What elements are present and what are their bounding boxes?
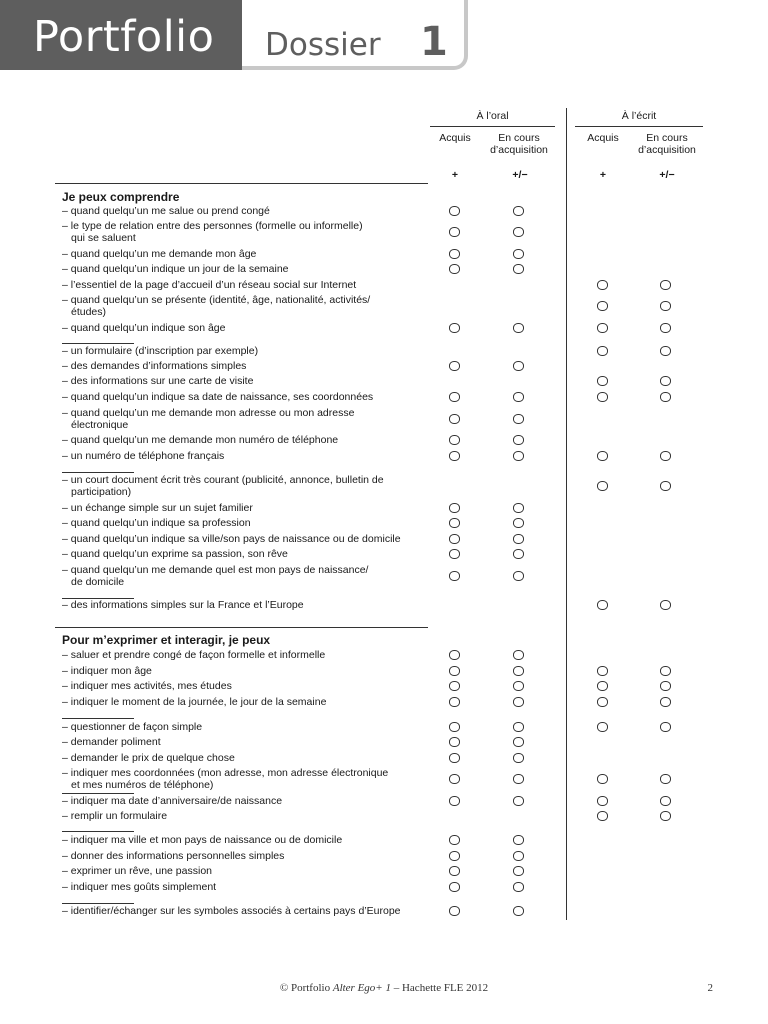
item-text: – indiquer mes goûts simplement <box>62 881 217 893</box>
item-text: – un court document écrit très courant (publicité, annonce, bulletin de <box>62 474 384 486</box>
item-text: – un formulaire (d’inscription par exemple) <box>62 345 259 357</box>
oral-acquis-checkbox[interactable] <box>449 882 460 892</box>
ecrit-en-cours-checkbox[interactable] <box>660 722 671 732</box>
footer-suffix: – Hachette FLE 2012 <box>390 982 489 994</box>
ecrit-en-cours-checkbox[interactable] <box>660 811 671 821</box>
header-ecrit-acquis: Acquis <box>587 132 619 144</box>
ecrit-en-cours-checkbox[interactable] <box>660 451 671 461</box>
checklist-item <box>62 375 432 387</box>
oral-en-cours-checkbox[interactable] <box>513 518 524 528</box>
oral-en-cours-checkbox[interactable] <box>513 866 524 876</box>
oral-acquis-checkbox[interactable] <box>449 435 460 445</box>
oral-acquis-checkbox[interactable] <box>449 323 460 333</box>
ecrit-acquis-checkbox[interactable] <box>597 301 608 311</box>
checklist-item <box>62 345 432 357</box>
checklist-item <box>62 599 432 611</box>
column-divider <box>566 108 567 920</box>
oral-en-cours-checkbox[interactable] <box>513 571 524 581</box>
item-text: – quand quelqu’un exprime sa passion, son rêve <box>62 548 288 560</box>
header-ecrit-line <box>575 126 703 127</box>
oral-en-cours-checkbox[interactable] <box>513 650 524 660</box>
ecrit-en-cours-checkbox[interactable] <box>660 681 671 691</box>
item-text: – quand quelqu’un se présente (identité, âge, nationalité, activités/ <box>62 294 371 306</box>
footer-prefix: © Portfolio <box>279 982 333 994</box>
checklist-item <box>62 564 432 588</box>
oral-acquis-checkbox[interactable] <box>449 414 460 424</box>
item-text-continued: électronique <box>71 419 129 431</box>
checklist-item <box>62 865 432 877</box>
item-text: – questionner de façon simple <box>62 721 203 733</box>
checklist-item <box>62 795 432 807</box>
oral-acquis-checkbox[interactable] <box>449 753 460 763</box>
item-text: – des demandes d’informations simples <box>62 360 247 372</box>
ecrit-en-cours-checkbox[interactable] <box>660 796 671 806</box>
header-oral-en-cours: En cours d’acquisition <box>490 132 548 156</box>
ecrit-en-cours-checkbox[interactable] <box>660 481 671 491</box>
checklist-item <box>62 279 432 291</box>
section-title: Pour m’exprimer et interagir, je peux <box>62 633 271 647</box>
item-text: – des informations simples sur la France et l’Europe <box>62 599 304 611</box>
oral-acquis-checkbox[interactable] <box>449 737 460 747</box>
checklist-item <box>62 767 432 791</box>
item-text: – exprimer un rêve, une passion <box>62 865 212 877</box>
oral-acquis-checkbox[interactable] <box>449 906 460 916</box>
ecrit-acquis-checkbox[interactable] <box>597 346 608 356</box>
group-separator <box>62 793 134 794</box>
item-text: – quand quelqu’un me demande quel est mon pays de naissance/ <box>62 564 369 576</box>
item-text-continued: participation) <box>71 486 132 498</box>
oral-acquis-checkbox[interactable] <box>449 697 460 707</box>
oral-en-cours-checkbox[interactable] <box>513 503 524 513</box>
oral-en-cours-checkbox[interactable] <box>513 227 524 237</box>
ecrit-acquis-checkbox[interactable] <box>597 796 608 806</box>
ecrit-acquis-checkbox[interactable] <box>597 600 608 610</box>
ecrit-en-cours-checkbox[interactable] <box>660 600 671 610</box>
ecrit-en-cours-checkbox[interactable] <box>660 666 671 676</box>
item-text: – quand quelqu’un indique un jour de la semaine <box>62 263 289 275</box>
page-number: 2 <box>707 982 713 994</box>
item-text: – un échange simple sur un sujet familier <box>62 502 253 514</box>
item-text-continued: qui se saluent <box>71 232 136 244</box>
checklist-item <box>62 263 432 275</box>
oral-acquis-checkbox[interactable] <box>449 392 460 402</box>
group-separator <box>62 718 134 719</box>
group-separator <box>62 343 134 344</box>
oral-acquis-checkbox[interactable] <box>449 650 460 660</box>
checklist-item <box>62 220 432 244</box>
checklist-item <box>62 360 432 372</box>
ecrit-en-cours-checkbox[interactable] <box>660 280 671 290</box>
oral-acquis-checkbox[interactable] <box>449 681 460 691</box>
item-text: – le type de relation entre des personnes (formelle ou informelle) <box>62 220 363 232</box>
oral-en-cours-checkbox[interactable] <box>513 435 524 445</box>
item-text: – indiquer ma date d’anniversaire/de naissance <box>62 795 283 807</box>
oral-en-cours-checkbox[interactable] <box>513 206 524 216</box>
item-text: – indiquer le moment de la journée, le jour de la semaine <box>62 696 327 708</box>
portfolio-title: Portfolio <box>33 12 215 62</box>
item-text: – saluer et prendre congé de façon formelle et informelle <box>62 649 326 661</box>
section-rule <box>55 627 428 628</box>
footer-book-title: Alter Ego+ 1 <box>332 982 391 994</box>
header-oral-acquis: Acquis <box>439 132 471 144</box>
checklist-item <box>62 881 432 893</box>
ecrit-acquis-checkbox[interactable] <box>597 681 608 691</box>
oral-acquis-checkbox[interactable] <box>449 361 460 371</box>
oral-en-cours-checkbox[interactable] <box>513 681 524 691</box>
item-text: – un numéro de téléphone français <box>62 450 225 462</box>
ecrit-acquis-checkbox[interactable] <box>597 697 608 707</box>
oral-en-cours-checkbox[interactable] <box>513 737 524 747</box>
oral-en-cours-checkbox[interactable] <box>513 323 524 333</box>
ecrit-acquis-checkbox[interactable] <box>597 722 608 732</box>
oral-acquis-checkbox[interactable] <box>449 835 460 845</box>
checklist-item <box>62 322 432 334</box>
ecrit-en-cours-checkbox[interactable] <box>660 376 671 386</box>
item-text: – demander poliment <box>62 736 161 748</box>
oral-en-cours-checkbox[interactable] <box>513 697 524 707</box>
item-text: – quand quelqu’un indique sa ville/son pays de naissance ou de domicile <box>62 533 401 545</box>
oral-acquis-checkbox[interactable] <box>449 571 460 581</box>
ecrit-en-cours-checkbox[interactable] <box>660 323 671 333</box>
checklist-item <box>62 548 432 560</box>
oral-en-cours-checkbox[interactable] <box>513 666 524 676</box>
ecrit-acquis-checkbox[interactable] <box>597 774 608 784</box>
item-text: – quand quelqu’un indique sa date de naissance, ses coordonnées <box>62 391 374 403</box>
header-ecrit-en-cours: En cours d’acquisition <box>638 132 696 156</box>
ecrit-acquis-checkbox[interactable] <box>597 451 608 461</box>
checklist-item <box>62 391 432 403</box>
oral-en-cours-checkbox[interactable] <box>513 796 524 806</box>
header-oral-plus: + <box>451 169 459 181</box>
item-text: – quand quelqu’un me demande mon adresse ou mon adresse <box>62 407 355 419</box>
item-text-continued: et mes numéros de téléphone) <box>71 779 214 791</box>
item-text: – quand quelqu’un indique son âge <box>62 322 226 334</box>
ecrit-en-cours-checkbox[interactable] <box>660 301 671 311</box>
item-text: – indiquer ma ville et mon pays de naissance ou de domicile <box>62 834 343 846</box>
ecrit-acquis-checkbox[interactable] <box>597 376 608 386</box>
header-ecrit: À l’écrit <box>621 110 657 122</box>
item-text: – quand quelqu’un indique sa profession <box>62 517 251 529</box>
checklist-item <box>62 850 432 862</box>
header-ecrit-plus-minus: +/− <box>659 169 675 181</box>
checklist-item <box>62 502 432 514</box>
item-text: – des informations sur une carte de visite <box>62 375 254 387</box>
item-text: – donner des informations personnelles simples <box>62 850 285 862</box>
checklist-item <box>62 205 432 217</box>
item-text: – indiquer mes activités, mes études <box>62 680 232 692</box>
item-text-continued: études) <box>71 306 107 318</box>
oral-en-cours-checkbox[interactable] <box>513 534 524 544</box>
header-oral-line <box>430 126 555 127</box>
oral-en-cours-checkbox[interactable] <box>513 722 524 732</box>
oral-acquis-checkbox[interactable] <box>449 549 460 559</box>
section-rule <box>55 183 428 184</box>
oral-acquis-checkbox[interactable] <box>449 518 460 528</box>
dossier-label: Dossier <box>265 27 381 63</box>
oral-en-cours-checkbox[interactable] <box>513 753 524 763</box>
checklist-item <box>62 407 432 431</box>
checklist-item <box>62 533 432 545</box>
oral-en-cours-checkbox[interactable] <box>513 392 524 402</box>
oral-en-cours-checkbox[interactable] <box>513 835 524 845</box>
item-text: – quand quelqu’un me salue ou prend congé <box>62 205 270 217</box>
oral-en-cours-checkbox[interactable] <box>513 414 524 424</box>
checklist-item <box>62 736 432 748</box>
footer-copyright <box>0 982 768 994</box>
item-text: – l’essentiel de la page d’accueil d’un réseau social sur Internet <box>62 279 357 291</box>
oral-en-cours-checkbox[interactable] <box>513 361 524 371</box>
oral-en-cours-checkbox[interactable] <box>513 851 524 861</box>
item-text: – remplir un formulaire <box>62 810 168 822</box>
oral-acquis-checkbox[interactable] <box>449 796 460 806</box>
section-title: Je peux comprendre <box>62 190 180 204</box>
oral-acquis-checkbox[interactable] <box>449 851 460 861</box>
oral-acquis-checkbox[interactable] <box>449 264 460 274</box>
ecrit-acquis-checkbox[interactable] <box>597 392 608 402</box>
item-text: – identifier/échanger sur les symboles associés à certains pays d’Europe <box>62 905 401 917</box>
oral-acquis-checkbox[interactable] <box>449 206 460 216</box>
checklist-item <box>62 834 432 846</box>
header-oral: À l’oral <box>476 110 509 122</box>
ecrit-en-cours-checkbox[interactable] <box>660 774 671 784</box>
checklist-item <box>62 474 432 498</box>
oral-en-cours-checkbox[interactable] <box>513 264 524 274</box>
item-text: – quand quelqu’un me demande mon numéro de téléphone <box>62 434 339 446</box>
group-separator <box>62 903 134 904</box>
oral-en-cours-checkbox[interactable] <box>513 774 524 784</box>
oral-acquis-checkbox[interactable] <box>449 774 460 784</box>
oral-en-cours-checkbox[interactable] <box>513 906 524 916</box>
checklist-item <box>62 665 432 677</box>
dossier-number: 1 <box>420 19 448 65</box>
oral-acquis-checkbox[interactable] <box>449 503 460 513</box>
oral-acquis-checkbox[interactable] <box>449 249 460 259</box>
oral-acquis-checkbox[interactable] <box>449 866 460 876</box>
oral-acquis-checkbox[interactable] <box>449 227 460 237</box>
checklist-item <box>62 649 432 661</box>
oral-en-cours-checkbox[interactable] <box>513 549 524 559</box>
oral-acquis-checkbox[interactable] <box>449 451 460 461</box>
oral-en-cours-checkbox[interactable] <box>513 882 524 892</box>
ecrit-acquis-checkbox[interactable] <box>597 481 608 491</box>
oral-acquis-checkbox[interactable] <box>449 534 460 544</box>
checklist-item <box>62 680 432 692</box>
ecrit-acquis-checkbox[interactable] <box>597 666 608 676</box>
item-text-continued: de domicile <box>71 576 125 588</box>
checklist-item <box>62 450 432 462</box>
oral-en-cours-checkbox[interactable] <box>513 451 524 461</box>
ecrit-en-cours-checkbox[interactable] <box>660 346 671 356</box>
checklist-item <box>62 696 432 708</box>
oral-acquis-checkbox[interactable] <box>449 666 460 676</box>
group-separator <box>62 831 134 832</box>
item-text: – indiquer mon âge <box>62 665 152 677</box>
ecrit-en-cours-checkbox[interactable] <box>660 697 671 707</box>
header-ecrit-plus: + <box>599 169 607 181</box>
item-text: – demander le prix de quelque chose <box>62 752 235 764</box>
header-oral-plus-minus: +/− <box>512 169 528 181</box>
item-text: – indiquer mes coordonnées (mon adresse, mon adresse électronique <box>62 767 389 779</box>
checklist-item <box>62 248 432 260</box>
ecrit-en-cours-checkbox[interactable] <box>660 392 671 402</box>
checklist-item <box>62 810 432 822</box>
oral-en-cours-checkbox[interactable] <box>513 249 524 259</box>
group-separator <box>62 472 134 473</box>
oral-acquis-checkbox[interactable] <box>449 722 460 732</box>
ecrit-acquis-checkbox[interactable] <box>597 323 608 333</box>
ecrit-acquis-checkbox[interactable] <box>597 811 608 821</box>
checklist-item <box>62 721 432 733</box>
checklist-item <box>62 905 432 917</box>
checklist-item <box>62 752 432 764</box>
checklist-item <box>62 517 432 529</box>
ecrit-acquis-checkbox[interactable] <box>597 280 608 290</box>
item-text: – quand quelqu’un me demande mon âge <box>62 248 257 260</box>
checklist-item <box>62 294 432 318</box>
checklist-item <box>62 434 432 446</box>
